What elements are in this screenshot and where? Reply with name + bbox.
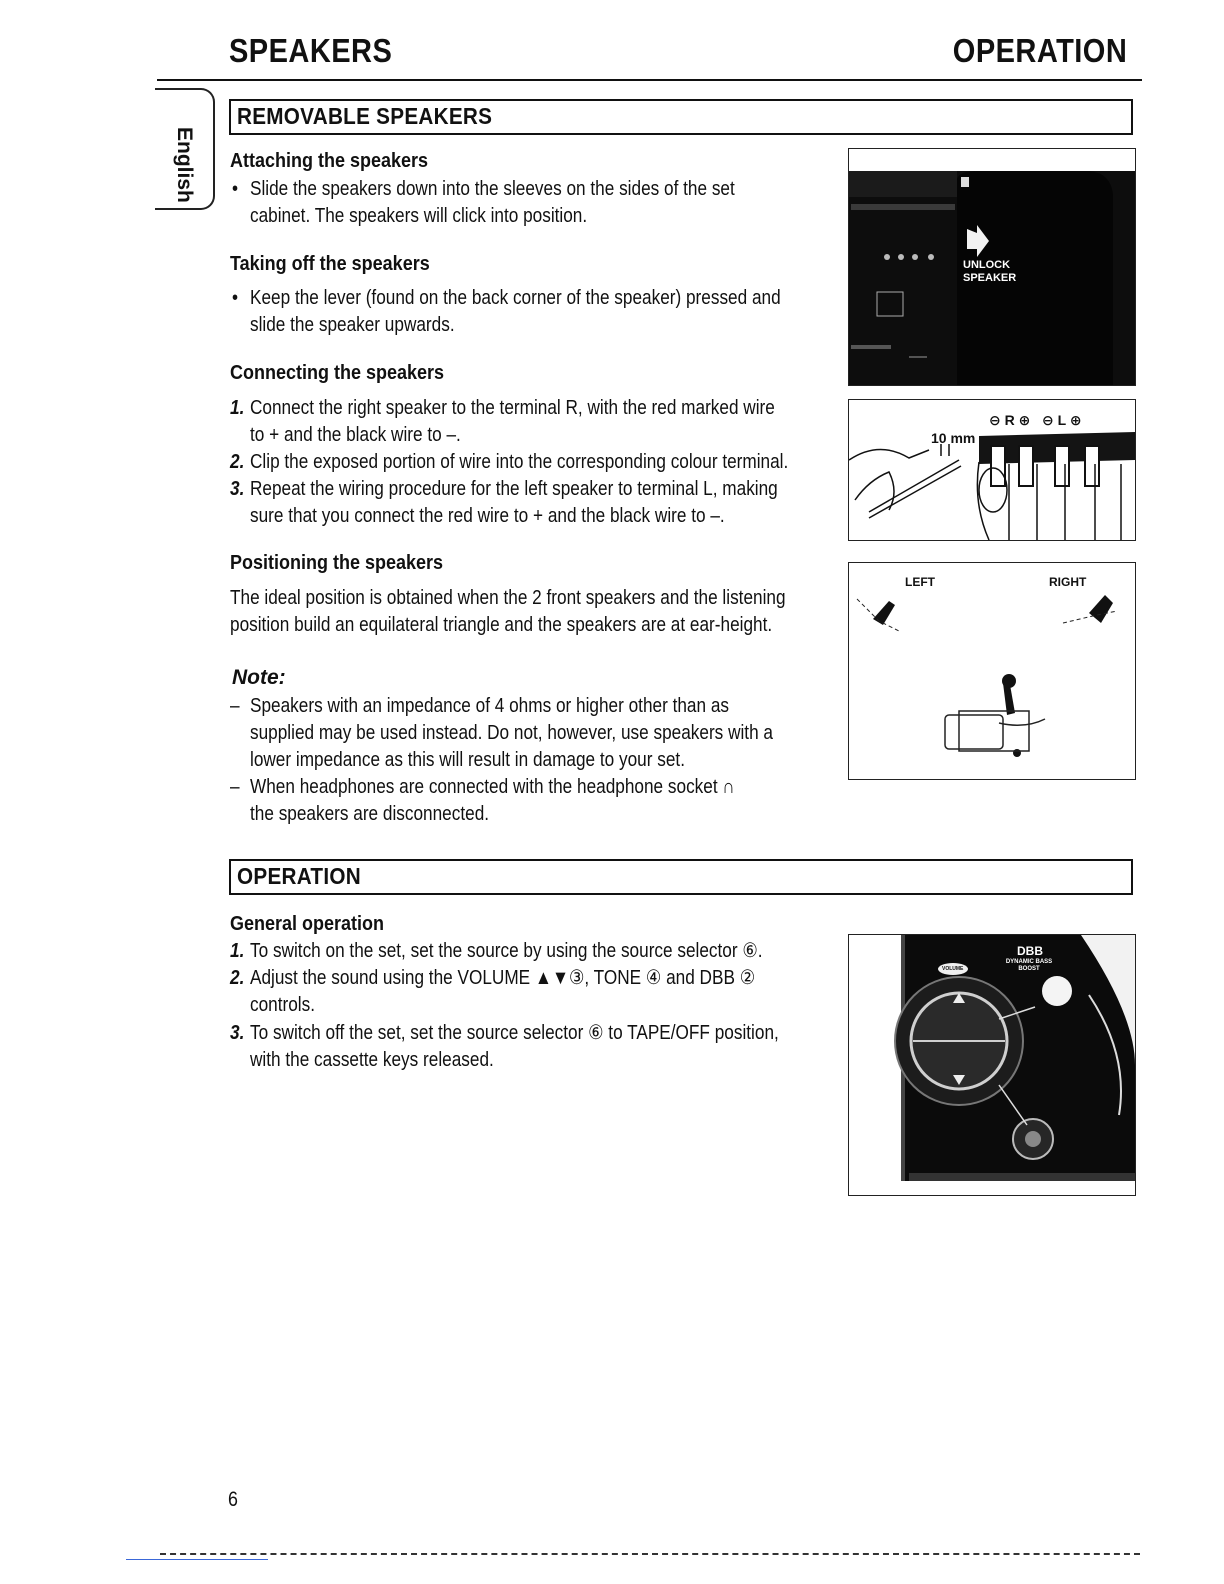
dbb-label: DBB [1017, 944, 1043, 958]
connecting-step-2-line-1: Clip the exposed portion of wire into the corresponding colour terminal. [250, 451, 789, 473]
language-tab-label: English [173, 127, 196, 203]
positioning-heading: Positioning the speakers [230, 552, 444, 574]
connecting-step-3-line-1: Repeat the wiring procedure for the left speaker to terminal L, making [250, 478, 778, 500]
taking-off-text-1: Keep the lever (found on the back corner of the speaker) pressed and [250, 287, 781, 309]
step-number: 1. [230, 397, 245, 419]
step-number: 3. [230, 478, 245, 500]
attaching-text-1: Slide the speakers down into the sleeves on the sides of the set [250, 178, 735, 200]
operation-step-2-line-2: controls. [250, 994, 316, 1016]
attaching-heading: Attaching the speakers [230, 150, 429, 172]
figure-speaker-terminals [848, 399, 1136, 541]
page-number: 6 [228, 1488, 238, 1511]
page-header-title: SPEAKERS [229, 32, 393, 69]
operation-step-3-line-1: To switch off the set, set the source selector ⑥ to TAPE/OFF position, [250, 1022, 779, 1044]
section-title: OPERATION [237, 863, 361, 889]
operation-step-3-line-2: with the cassette keys released. [250, 1049, 494, 1071]
note-heading: Note: [232, 666, 286, 689]
dbb-sublabel: DYNAMIC BASS BOOST [1005, 959, 1053, 972]
attaching-text-2: cabinet. The speakers will click into position. [250, 205, 588, 227]
note-1-line-3: lower impedance as this will result in damage to your set. [250, 749, 685, 771]
note-2-line-2: the speakers are disconnected. [250, 803, 490, 825]
connecting-step-1-line-2: to + and the black wire to –. [250, 424, 461, 446]
note-2-line-1: When headphones are connected with the headphone socket ∩ [250, 776, 735, 798]
section-operation [229, 859, 1133, 895]
figure-speaker-positioning [848, 562, 1136, 780]
footer-link-line [126, 1559, 268, 1560]
unlock-label: UNLOCK SPEAKER [963, 259, 1017, 284]
wire-length-label: 10 mm [931, 430, 976, 446]
section-removable-speakers [229, 99, 1133, 135]
connecting-step-3-line-2: sure that you connect the red wire to + and the black wire to –. [250, 505, 725, 527]
note-dash: – [230, 695, 240, 717]
step-number: 2. [230, 967, 245, 989]
note-dash: – [230, 776, 240, 798]
header-rule [157, 79, 1142, 81]
general-operation-heading: General operation [230, 913, 385, 935]
note-1-line-1: Speakers with an impedance of 4 ohms or higher other than as [250, 695, 730, 717]
step-number: 1. [230, 940, 245, 962]
figure-unlock-speaker [848, 148, 1136, 386]
footer-rule [160, 1553, 1140, 1555]
taking-off-heading: Taking off the speakers [230, 253, 430, 275]
operation-step-2-line-1: Adjust the sound using the VOLUME ▲▼③, TONE ④ and DBB ② [250, 967, 756, 989]
connecting-step-1-line-1: Connect the right speaker to the terminal R, with the red marked wire [250, 397, 775, 419]
note-1-line-2: supplied may be used instead. Do not, however, use speakers with a [250, 722, 774, 744]
volume-label: VOLUME [942, 966, 964, 972]
controls-illustration [849, 935, 1135, 1195]
bullet: • [232, 287, 239, 309]
page-header-section: OPERATION [952, 32, 1127, 69]
right-speaker-label: RIGHT [1049, 575, 1087, 589]
taking-off-text-2: slide the speaker upwards. [250, 314, 455, 336]
connecting-heading: Connecting the speakers [230, 362, 445, 384]
step-number: 2. [230, 451, 245, 473]
terminal-labels: ⊖ R ⊕ ⊖ L ⊕ [989, 412, 1082, 428]
step-number: 3. [230, 1022, 245, 1044]
bullet: • [232, 178, 239, 200]
operation-step-1-line-1: To switch on the set, set the source by using the source selector ⑥. [250, 940, 763, 962]
positioning-text-1: The ideal position is obtained when the 2 front speakers and the listening [230, 587, 786, 609]
positioning-illustration [849, 563, 1135, 779]
left-speaker-label: LEFT [905, 575, 935, 589]
section-title: REMOVABLE SPEAKERS [237, 103, 493, 129]
positioning-text-2: position build an equilateral triangle and the speakers are at ear-height. [230, 614, 773, 636]
figure-controls [848, 934, 1136, 1196]
